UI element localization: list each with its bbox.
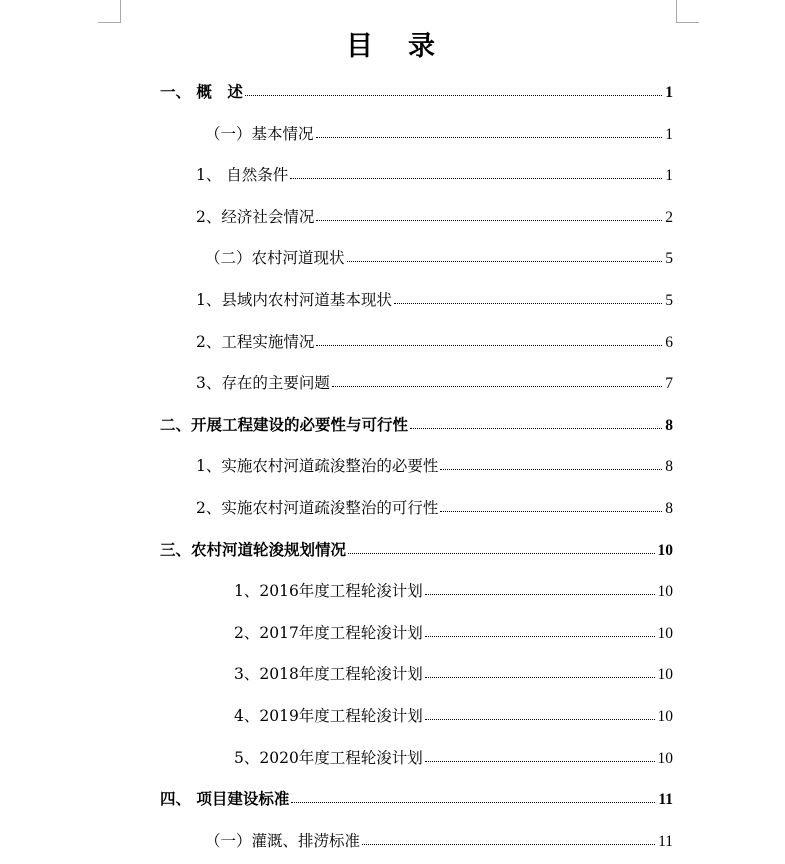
toc-dot-leader: [316, 220, 662, 221]
toc-entry-text: 2、经济社会情况: [196, 208, 315, 226]
toc-page-number: 11: [658, 791, 673, 808]
toc-entry[interactable]: [196, 322, 673, 352]
toc-dot-leader: [425, 594, 655, 595]
toc-entry-text: （一）基本情况: [205, 125, 314, 143]
toc-dot-leader: [440, 469, 662, 470]
toc-page-number: 1: [665, 167, 673, 184]
toc-dot-leader: [425, 677, 655, 678]
toc-entry-text: 5、2020年度工程轮浚计划: [234, 749, 423, 767]
toc-entry[interactable]: [196, 280, 673, 310]
toc-page-number: 5: [665, 292, 673, 309]
toc-entry-text: 1、实施农村河道疏浚整治的必要性: [196, 457, 439, 475]
toc-entry-text: 1、 自然条件: [196, 166, 289, 184]
toc-entry[interactable]: [160, 530, 673, 560]
toc-entry-text: （二）农村河道现状: [205, 249, 345, 267]
toc-dot-leader: [440, 511, 662, 512]
toc-entry[interactable]: [196, 363, 673, 393]
toc-entry[interactable]: [205, 114, 673, 144]
toc-entry[interactable]: [196, 197, 673, 227]
toc-page-number: 10: [657, 666, 673, 683]
toc-page-number: 5: [665, 250, 673, 267]
toc-entry-text: （一）灌溉、排涝标准: [205, 832, 361, 850]
toc-dot-leader: [245, 95, 662, 96]
toc-entry[interactable]: [234, 654, 673, 684]
toc-page-number: 1: [665, 126, 673, 143]
toc-page-number: 2: [665, 209, 673, 226]
toc-page-number: 10: [657, 625, 673, 642]
toc-page-number: 8: [665, 500, 673, 517]
toc-dot-leader: [394, 303, 662, 304]
toc-page-number: 10: [657, 583, 673, 600]
toc-entry[interactable]: [160, 405, 673, 435]
toc-entry[interactable]: [234, 613, 673, 643]
toc-entry[interactable]: [160, 779, 673, 809]
toc-entry-text: 3、存在的主要问题: [196, 374, 330, 392]
toc-page-number: 6: [665, 334, 673, 351]
toc-page-number: 10: [657, 750, 673, 767]
toc-entry-text: 一、 概 述: [160, 82, 243, 101]
toc-page-number: 10: [657, 542, 673, 559]
toc-page-number: 10: [657, 708, 673, 725]
toc-entry-text: 2、工程实施情况: [196, 333, 315, 351]
toc-entry[interactable]: [196, 155, 673, 185]
toc-page-number: 8: [665, 458, 673, 475]
toc-dot-leader: [410, 428, 662, 429]
toc-dot-leader: [348, 553, 654, 554]
toc-dot-leader: [290, 178, 662, 179]
toc-entry-text: 3、2018年度工程轮浚计划: [234, 665, 423, 683]
toc-page-number: 8: [665, 417, 673, 434]
toc-entry-text: 2、实施农村河道疏浚整治的可行性: [196, 499, 439, 517]
toc-entry-text: 1、县域内农村河道基本现状: [196, 291, 392, 309]
toc-entry[interactable]: [205, 821, 673, 851]
toc-entry-text: 三、农村河道轮浚规划情况: [160, 540, 347, 559]
toc-dot-leader: [362, 844, 655, 845]
toc-dot-leader: [316, 345, 662, 346]
toc-dot-leader: [316, 137, 663, 138]
toc-entry-text: 1、2016年度工程轮浚计划: [234, 582, 423, 600]
toc-dot-leader: [347, 261, 663, 262]
toc-entry-text: 4、2019年度工程轮浚计划: [234, 707, 423, 725]
toc-entry[interactable]: [160, 72, 673, 102]
toc-title: 目 录: [346, 31, 439, 62]
toc-entry[interactable]: [205, 238, 673, 268]
toc-dot-leader: [425, 719, 655, 720]
toc-entry-text: 四、 项目建设标准: [160, 789, 290, 808]
toc-page-number: 1: [665, 84, 673, 101]
toc-entry-text: 2、2017年度工程轮浚计划: [234, 624, 423, 642]
toc-entry-text: 二、开展工程建设的必要性与可行性: [160, 415, 409, 434]
toc-entry[interactable]: [196, 488, 673, 518]
toc-page-number: 7: [665, 375, 673, 392]
toc-entry[interactable]: [234, 738, 673, 768]
toc-dot-leader: [291, 802, 655, 803]
toc-entry[interactable]: [196, 446, 673, 476]
toc-dot-leader: [332, 386, 662, 387]
toc-page-number: 11: [658, 833, 673, 850]
toc-dot-leader: [425, 636, 655, 637]
toc-entry[interactable]: [234, 696, 673, 726]
toc-entry[interactable]: [234, 571, 673, 601]
toc-dot-leader: [425, 761, 655, 762]
